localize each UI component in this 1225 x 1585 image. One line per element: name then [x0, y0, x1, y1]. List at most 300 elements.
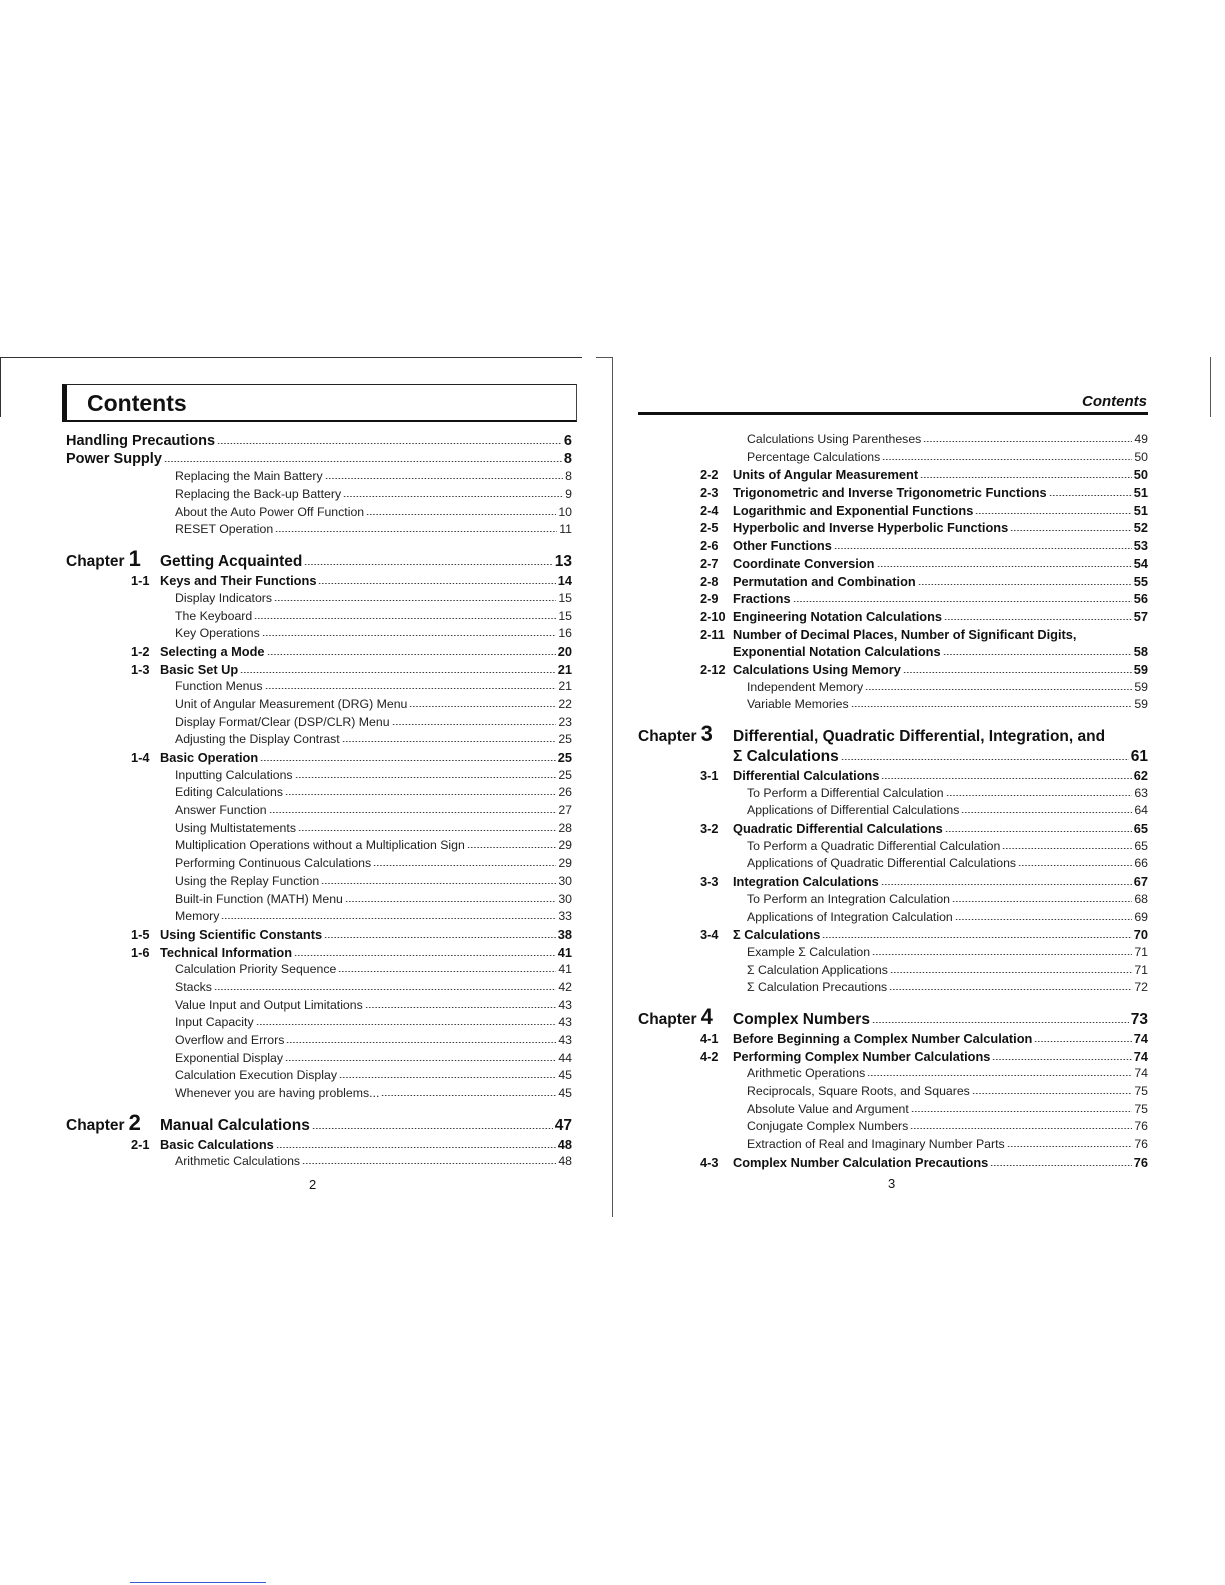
page-ref: 22 — [558, 696, 572, 711]
page-ref: 59 — [1134, 679, 1148, 694]
page-ref: 42 — [558, 979, 572, 994]
entry-title: Basic Operation — [160, 750, 259, 765]
page-number-right: 3 — [888, 1176, 896, 1191]
toc-entry-section — [638, 608, 1148, 626]
toc-entry-section — [638, 484, 1148, 502]
dot-leader — [295, 777, 557, 778]
page-ref: 44 — [558, 1050, 572, 1065]
toc-entry-chapter — [638, 1003, 1148, 1029]
page-ref: 41 — [558, 962, 572, 977]
section-number: 1-1 — [131, 573, 150, 589]
toc-entry-section — [638, 926, 1148, 944]
dot-leader — [262, 635, 557, 636]
entry-title: Performing Continuous Calculations — [175, 856, 372, 871]
dot-leader — [365, 1007, 557, 1008]
dot-leader — [325, 478, 564, 479]
page-ref: 14 — [557, 573, 572, 589]
toc-entry-sub — [66, 521, 572, 539]
dot-leader — [972, 1093, 1132, 1094]
toc-entry-chapter — [66, 1109, 572, 1135]
entry-title: Whenever you are having problems... — [175, 1086, 380, 1101]
dot-leader — [269, 812, 557, 813]
page-ref: 25 — [558, 767, 572, 782]
entry-title: Example Σ Calculation — [747, 944, 871, 959]
dot-leader — [793, 601, 1132, 602]
page-ref: 30 — [558, 891, 572, 906]
toc-entry-sub — [638, 785, 1148, 803]
toc-entry-top — [66, 433, 572, 451]
dot-leader — [881, 884, 1132, 885]
page-ref: 76 — [1134, 1137, 1148, 1152]
toc-entry-section — [638, 820, 1148, 838]
dot-leader — [286, 1042, 556, 1043]
page-ref: 26 — [558, 785, 572, 800]
toc-entry-sub — [638, 838, 1148, 856]
page-ref: 11 — [559, 522, 572, 537]
page-ref: 13 — [554, 553, 572, 571]
dot-leader — [321, 883, 556, 884]
entry-title: Extraction of Real and Imaginary Number Parts — [747, 1137, 1005, 1152]
entry-title: Σ Calculations — [733, 927, 821, 943]
dot-leader — [373, 865, 556, 866]
toc-entry-top — [66, 451, 572, 469]
entry-title: Keys and Their Functions — [160, 573, 317, 589]
entry-title: Replacing the Main Battery — [175, 469, 323, 484]
entry-title: Differential, Quadratic Differential, Integration, and — [733, 728, 1106, 745]
page-ref: 64 — [1134, 803, 1148, 818]
page-ref: 45 — [558, 1068, 572, 1083]
page-ref: 57 — [1133, 608, 1148, 624]
section-number: 1-4 — [131, 750, 150, 765]
dot-leader — [381, 1095, 556, 1096]
page-ref: 20 — [557, 643, 572, 659]
section-number: 4-3 — [700, 1154, 719, 1170]
entry-title: Absolute Value and Argument — [747, 1101, 909, 1116]
toc-entry-section — [638, 873, 1148, 891]
chapter-number: 2 — [128, 1109, 141, 1135]
entry-title: Number of Decimal Places, Number of Significant Digits, — [733, 626, 1077, 642]
toc-entry-sub — [638, 696, 1148, 714]
dot-leader — [946, 795, 1133, 796]
toc-entry-sub — [638, 962, 1148, 980]
entry-title: Basic Calculations — [160, 1136, 274, 1152]
toc-entry-section-head — [638, 626, 1148, 644]
toc-right-page — [638, 431, 1148, 1171]
page-ref: 43 — [558, 1033, 572, 1047]
dot-leader — [240, 672, 556, 673]
entry-title: Percentage Calculations — [747, 449, 881, 464]
page-ref: 29 — [558, 838, 572, 853]
chapter-number: 3 — [700, 721, 713, 746]
toc-entry-sub — [66, 837, 572, 855]
toc-entry-chapter-head — [638, 723, 1148, 745]
entry-title: Getting Acquainted — [160, 553, 303, 571]
dot-leader — [911, 1111, 1133, 1112]
page-ref: 65 — [1133, 821, 1148, 837]
entry-title: Input Capacity — [175, 1015, 254, 1030]
page-number-left: 2 — [309, 1177, 317, 1192]
page-ref: 49 — [1134, 432, 1148, 446]
entry-title: Calculation Priority Sequence — [175, 962, 337, 977]
dot-leader — [865, 689, 1132, 690]
entry-title: Units of Angular Measurement — [733, 467, 919, 483]
page-ref: 28 — [558, 820, 572, 835]
toc-entry-section — [638, 519, 1148, 537]
section-number: 2-3 — [700, 485, 719, 501]
page-ref: 74 — [1133, 1030, 1148, 1046]
page-ref: 33 — [558, 909, 572, 924]
page-ref: 45 — [558, 1086, 572, 1101]
entry-title: Calculations Using Memory — [733, 661, 901, 677]
entry-title: The Keyboard — [175, 608, 253, 623]
entry-title: Other Functions — [733, 538, 832, 554]
page-ref: 56 — [1133, 591, 1148, 607]
toc-entry-chapter-cont — [638, 747, 1148, 767]
page-ref: 69 — [1134, 909, 1148, 924]
page-ref: 59 — [1134, 697, 1148, 712]
dot-leader — [342, 741, 557, 742]
section-number: 4-1 — [700, 1030, 719, 1046]
toc-entry-section — [638, 590, 1148, 608]
page-ref: 58 — [1133, 644, 1148, 660]
section-number: 2-5 — [700, 520, 719, 536]
entry-title: Σ Calculations — [733, 748, 839, 765]
toc-entry-sub — [66, 891, 572, 909]
section-number: 3-1 — [700, 768, 719, 783]
page-ref: 21 — [557, 661, 572, 677]
page-ref: 16 — [558, 626, 572, 641]
toc-entry-sub — [66, 468, 572, 486]
chapter-number: 4 — [700, 1003, 713, 1029]
toc-entry-section — [66, 1136, 572, 1154]
page-ref: 73 — [1130, 1010, 1148, 1028]
entry-title: Σ Calculation Precautions — [747, 980, 888, 995]
page-ref: 48 — [557, 1136, 572, 1152]
toc-entry-sub — [638, 1136, 1148, 1154]
page-ref: 53 — [1133, 538, 1148, 554]
dot-leader — [1018, 865, 1132, 866]
toc-entry-sub — [66, 731, 572, 749]
section-number: 3-3 — [700, 874, 719, 890]
dot-leader — [345, 901, 556, 902]
entry-title: Logarithmic and Exponential Functions — [733, 502, 974, 518]
dot-leader — [890, 972, 1132, 973]
page-ref: 8 — [563, 450, 572, 467]
entry-title: Independent Memory — [747, 679, 864, 694]
toc-entry-section — [638, 466, 1148, 484]
entry-title: Value Input and Output Limitations — [175, 997, 363, 1012]
page-ref: 67 — [1133, 874, 1148, 890]
page-ref: 8 — [565, 469, 572, 484]
dot-leader — [943, 654, 1132, 655]
page-ref: 21 — [558, 679, 572, 694]
dot-leader — [304, 564, 552, 565]
dot-leader — [274, 600, 556, 601]
toc-entry-sub — [66, 997, 572, 1015]
entry-title: Integration Calculations — [733, 874, 879, 890]
page-ref: 59 — [1133, 661, 1148, 677]
entry-title: Performing Complex Number Calculations — [733, 1048, 991, 1064]
dot-leader — [267, 654, 556, 655]
page-ref: 66 — [1134, 856, 1148, 871]
page-ref: 38 — [557, 926, 572, 942]
toc-entry-sub — [638, 944, 1148, 962]
dot-leader — [339, 1077, 556, 1078]
page-ref: 23 — [558, 714, 572, 729]
dot-leader — [343, 496, 563, 497]
entry-title: Function Menus — [175, 679, 263, 694]
entry-title: Unit of Angular Measurement (DRG) Menu — [175, 696, 408, 711]
entry-title: Trigonometric and Inverse Trigonometric Functions — [733, 485, 1047, 501]
toc-entry-sub — [638, 891, 1148, 909]
dot-leader — [975, 513, 1131, 514]
dot-leader — [882, 459, 1132, 460]
toc-entry-sub — [638, 1118, 1148, 1136]
entry-title: Reciprocals, Square Roots, and Squares — [747, 1084, 970, 1098]
entry-title: Multiplication Operations without a Multiplication Sign — [175, 838, 465, 853]
entry-title: Key Operations — [175, 626, 260, 641]
entry-title: Memory — [175, 909, 220, 924]
entry-title: Σ Calculation Applications — [747, 962, 888, 977]
section-number: 2-1 — [131, 1136, 150, 1152]
page-ref: 76 — [1134, 1119, 1148, 1134]
entry-title: Coordinate Conversion — [733, 555, 875, 571]
toc-entry-section — [638, 1048, 1148, 1066]
section-number: 4-2 — [700, 1048, 719, 1064]
dot-leader — [392, 724, 557, 725]
toc-entry-sub — [66, 590, 572, 608]
dot-leader — [945, 831, 1132, 832]
page-ref: 71 — [1134, 962, 1148, 977]
dot-leader — [298, 830, 556, 831]
dot-leader — [312, 1128, 553, 1129]
toc-entry-sub — [66, 678, 572, 696]
dot-leader — [260, 760, 556, 761]
page-ref: 9 — [565, 487, 572, 502]
page-ref: 43 — [558, 997, 572, 1012]
page-ref: 74 — [1134, 1066, 1148, 1081]
page-ref: 51 — [1133, 502, 1148, 518]
dot-leader — [822, 937, 1131, 938]
scan-border-top — [0, 357, 582, 358]
toc-entry-sub — [638, 679, 1148, 697]
dot-leader — [265, 688, 557, 689]
toc-entry-section — [638, 1154, 1148, 1172]
chapter-word: Chapter — [66, 1116, 125, 1134]
page-ref: 65 — [1134, 838, 1148, 853]
section-number: 1-6 — [131, 944, 150, 960]
entry-title: Applications of Quadratic Differential Calculations — [747, 856, 1017, 871]
toc-entry-section — [66, 661, 572, 679]
page-ref: 63 — [1134, 785, 1148, 800]
toc-entry-sub — [66, 1085, 572, 1103]
page-ref: 74 — [1133, 1048, 1148, 1064]
entry-title: Variable Memories — [747, 697, 849, 712]
page-ref: 15 — [558, 608, 572, 623]
page-ref: 75 — [1134, 1101, 1148, 1116]
toc-entry-sub — [66, 625, 572, 643]
dot-leader — [294, 955, 556, 956]
toc-entry-sub — [66, 873, 572, 891]
toc-entry-sub — [638, 855, 1148, 873]
running-header: Contents — [1082, 393, 1147, 410]
page-ref: 71 — [1134, 944, 1148, 959]
dot-leader — [285, 1060, 556, 1061]
entry-title: Overflow and Errors — [175, 1033, 285, 1047]
dot-leader — [923, 441, 1132, 442]
toc-entry-sub — [66, 855, 572, 873]
dot-leader — [338, 971, 556, 972]
toc-entry-section — [638, 661, 1148, 679]
toc-entry-section — [638, 555, 1148, 573]
entry-title: Complex Numbers — [733, 1010, 870, 1028]
dot-leader — [877, 566, 1132, 567]
entry-title: Quadratic Differential Calculations — [733, 821, 943, 837]
dot-leader — [221, 918, 556, 919]
entry-title: Inputting Calculations — [175, 767, 293, 782]
dot-leader — [324, 937, 556, 938]
section-number: 1-3 — [131, 661, 150, 677]
toc-entry-sub — [66, 504, 572, 522]
toc-entry-sub — [66, 1153, 572, 1171]
contents-title-box — [62, 384, 577, 422]
toc-entry-sub — [638, 1083, 1148, 1101]
page-ref: 70 — [1133, 927, 1148, 943]
entry-title: Exponential Notation Calculations — [733, 644, 941, 660]
chapter-label — [638, 1003, 733, 1031]
entry-title: Calculations Using Parentheses — [747, 432, 922, 446]
page-ref: 54 — [1133, 555, 1148, 571]
entry-title: Arithmetic Calculations — [175, 1154, 301, 1169]
page-ref: 72 — [1134, 980, 1148, 995]
toc-entry-sub — [66, 486, 572, 504]
toc-entry-sub — [66, 1050, 572, 1068]
dot-leader — [409, 706, 556, 707]
entry-title: Handling Precautions — [66, 433, 216, 449]
section-number: 2-10 — [700, 608, 726, 624]
entry-title: Arithmetic Operations — [747, 1066, 866, 1081]
toc-entry-sub — [638, 1065, 1148, 1083]
entry-title: Hyperbolic and Inverse Hyperbolic Functions — [733, 520, 1009, 536]
spine-tick — [596, 357, 613, 358]
toc-entry-section — [638, 1030, 1148, 1048]
entry-title: Fractions — [733, 591, 791, 607]
entry-title: Using the Replay Function — [175, 873, 320, 888]
toc-entry-sub — [66, 908, 572, 926]
section-number: 1-2 — [131, 643, 150, 659]
toc-left-page — [66, 433, 572, 1171]
entry-title: Exponential Display — [175, 1050, 284, 1065]
link-underline — [130, 1582, 266, 1583]
dot-leader — [1002, 848, 1132, 849]
toc-entry-sub — [66, 1014, 572, 1032]
toc-entry-sub — [638, 431, 1148, 449]
entry-title: Differential Calculations — [733, 768, 880, 783]
dot-leader — [867, 1075, 1132, 1076]
scan-border-left — [0, 357, 1, 417]
entry-title: Adjusting the Display Contrast — [175, 732, 340, 747]
dot-leader — [275, 531, 557, 532]
toc-entry-sub — [638, 802, 1148, 820]
dot-leader — [881, 778, 1131, 779]
chapter-word: Chapter — [638, 728, 697, 745]
entry-title: Using Multistatements — [175, 820, 296, 835]
dot-leader — [990, 1165, 1131, 1166]
toc-entry-sub — [66, 1067, 572, 1085]
entry-title: Replacing the Back-up Battery — [175, 487, 342, 502]
toc-entry-section — [638, 502, 1148, 520]
toc-entry-sub — [66, 696, 572, 714]
toc-entry-sub — [638, 449, 1148, 467]
dot-leader — [276, 1147, 556, 1148]
chapter-label — [66, 1109, 160, 1137]
dot-leader — [918, 584, 1132, 585]
toc-entry-sub — [66, 820, 572, 838]
toc-entry-sub — [638, 1101, 1148, 1119]
page-ref: 61 — [1130, 748, 1148, 765]
dot-leader — [254, 618, 556, 619]
toc-entry-section — [66, 643, 572, 661]
dot-leader — [1034, 1041, 1131, 1042]
page-ref: 52 — [1133, 520, 1148, 536]
section-number: 2-11 — [700, 626, 725, 642]
page-ref: 62 — [1133, 768, 1148, 783]
toc-entry-sub — [66, 608, 572, 626]
dot-leader — [1007, 1146, 1133, 1147]
entry-title: RESET Operation — [175, 522, 274, 537]
entry-title: Conjugate Complex Numbers — [747, 1119, 909, 1134]
toc-entry-section — [638, 537, 1148, 555]
page-spine-divider — [612, 357, 613, 1217]
page-ref: 10 — [558, 504, 572, 519]
chapter-number: 1 — [128, 546, 141, 572]
section-number: 2-2 — [700, 467, 719, 483]
entry-title: Built-in Function (MATH) Menu — [175, 891, 343, 906]
toc-entry-sub — [66, 961, 572, 979]
dot-leader — [952, 901, 1132, 902]
entry-title: Before Beginning a Complex Number Calculation — [733, 1030, 1033, 1046]
page-ref: 50 — [1134, 449, 1148, 464]
dot-leader — [961, 812, 1132, 813]
chapter-label — [638, 723, 733, 748]
entry-title: Stacks — [175, 979, 212, 994]
dot-leader — [889, 989, 1132, 990]
toc-entry-section — [66, 749, 572, 767]
page-ref: 6 — [563, 433, 572, 449]
dot-leader — [1049, 495, 1132, 496]
entry-title: Using Scientific Constants — [160, 926, 323, 942]
dot-leader — [467, 847, 557, 848]
entry-title: To Perform an Integration Calculation — [747, 891, 951, 906]
entry-title: About the Auto Power Off Function — [175, 504, 365, 519]
toc-entry-sub — [638, 979, 1148, 997]
entry-title: Power Supply — [66, 450, 162, 467]
dot-leader — [920, 477, 1132, 478]
entry-title: Display Format/Clear (DSP/CLR) Menu — [175, 714, 390, 729]
entry-title: Permutation and Combination — [733, 573, 916, 589]
page-ref: 76 — [1133, 1154, 1148, 1170]
toc-entry-section — [638, 767, 1148, 785]
dot-leader — [903, 672, 1132, 673]
page-title: Contents — [87, 390, 187, 416]
page-ref: 30 — [558, 873, 572, 888]
page-ref: 50 — [1133, 467, 1148, 483]
entry-title: Editing Calculations — [175, 785, 284, 800]
page-ref: 41 — [557, 944, 572, 960]
entry-title: Calculation Execution Display — [175, 1068, 337, 1083]
entry-title: Complex Number Calculation Precautions — [733, 1154, 989, 1170]
section-number: 2-4 — [700, 502, 719, 518]
